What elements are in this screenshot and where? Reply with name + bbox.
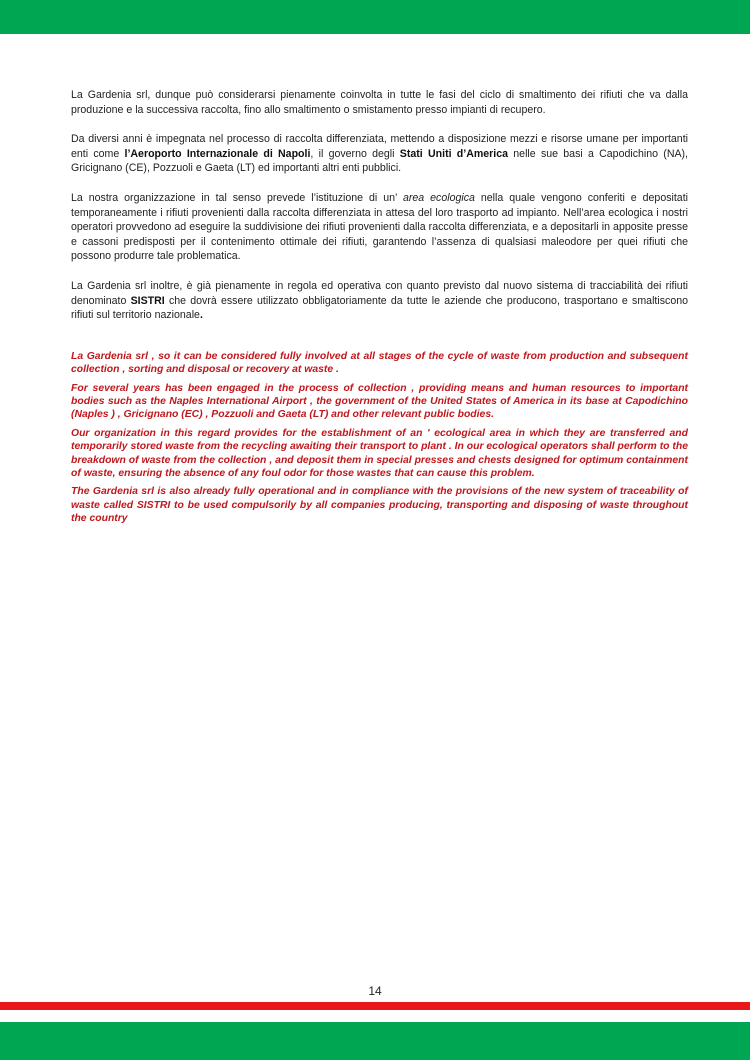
italian-paragraph-2-text-1: Da diversi anni è impegnata nel processo di raccolta differenziata, mettendo a disposizione mezzi e risorse umane per importanti enti come bbox=[71, 133, 688, 160]
english-paragraph-4: The Gardenia srl is also already fully operational and in compliance with the provisions of the new system of traceability of waste called SISTRI to be used compulsorily by all companies producing, transporting and disposing of waste throughout the country bbox=[71, 486, 688, 525]
italian-paragraph-3-text-1: La nostra organizzazione in tal senso prevede l’istituzione di un’ bbox=[71, 191, 403, 204]
bottom-green-band bbox=[0, 1022, 750, 1060]
italian-paragraph-2-text-3: nelle sue basi a Capodichino (NA), Gricignano (CE), Pozzuoli e Gaeta (LT) ed importanti altri enti pubblici. bbox=[71, 147, 689, 175]
airport-name: l’Aeroporto Internazionale di Napoli bbox=[124, 147, 311, 160]
italian-paragraph-4-text-1: La Gardenia srl inoltre, è già pienamente in regola ed operativa con quanto previsto dal nuovo sistema di tracciabilità dei rifiuti denominato bbox=[71, 279, 688, 307]
italian-paragraph-2-text-2: , il governo degli bbox=[310, 147, 400, 160]
english-paragraph-2: For several years has been engaged in the process of collection , providing means and human resources to important bodies such as the Naples International Airport , the government of the United States of America in its base at Capodichino (Naples ) , Gricignano (EC) , Pozzuoli and Gaeta (LT) and other relevant public bodies. bbox=[71, 382, 688, 421]
italian-paragraph-1: La Gardenia srl, dunque può considerarsi pienamente coinvolta in tutte le fasi del ciclo di smaltimento dei rifiuti che va dalla produzione e la successiva raccolta, fino allo smaltimento o smistamento presso impianti di recupero. bbox=[71, 89, 688, 116]
italian-paragraph-4-period: . bbox=[199, 309, 203, 322]
ecological-area-term: area ecologica bbox=[402, 191, 475, 204]
section-spacer bbox=[71, 338, 688, 350]
italian-paragraph-4 bbox=[71, 279, 688, 323]
italian-paragraph-3-text-2: nella quale vengono conferiti e depositati temporaneamente i rifiuti provenienti dalla raccolta differenziata in attesa del loro trasporto ad impianto. Nell’area ecologica i nostri operatori provvedono ad eseguire la suddivisione dei rifiuti provenienti dalla raccolta differenziata, e a depositarli in apposite presse e cassoni predisposti per il contenimento ottimale dei rifiuti, garantendo l’assenza di qualsiasi maleodore per quei rifiuti che possono produrre tale problematica. bbox=[71, 191, 688, 263]
bottom-red-stripe bbox=[0, 1002, 750, 1010]
bottom-white-stripe bbox=[0, 1010, 750, 1022]
italian-paragraph-3 bbox=[71, 191, 688, 264]
page-number: 14 bbox=[368, 984, 382, 998]
usa-name: Stati Uniti d’America bbox=[399, 147, 509, 160]
top-green-band bbox=[0, 0, 750, 34]
italian-paragraph-2 bbox=[71, 132, 688, 176]
page-body bbox=[71, 88, 688, 531]
sistri-term: SISTRI bbox=[130, 294, 165, 307]
english-paragraph-3: Our organization in this regard provides for the establishment of an ' ecological area in which they are transferred and temporarily stored waste from the recycling awaiting their transport to plant . In our ecological operators shall perform to the breakdown of waste from the collection , and deposit them in special presses and chests designed for optimum containment of waste, ensuring the absence of any foul odor for those wastes that can cause this problem. bbox=[71, 427, 688, 479]
english-paragraph-1: La Gardenia srl , so it can be considered fully involved at all stages of the cycle of waste from production and subsequent collection , sorting and disposal or recovery at waste . bbox=[71, 350, 688, 376]
italian-paragraph-4-text-2: che dovrà essere utilizzato obbligatoriamente da tutte le aziende che producono, trasportano e smaltiscono rifiuti sul territorio nazionale bbox=[71, 294, 688, 322]
